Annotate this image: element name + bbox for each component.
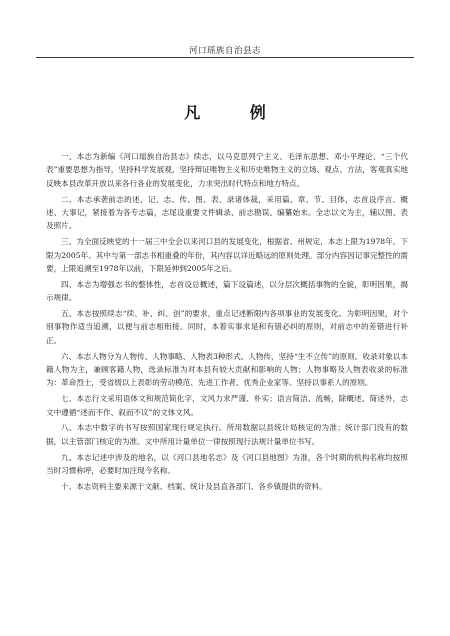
paragraph: 五、本志按照续志“续、补、纠、创”的要求，重点记述断限内各项事业的发展变化。为彰明因果，对个别事物作适当追溯，以便与前志相衔接。同时，本着实事求是和有错必纠的原则，对前志中的差错进行补正。 bbox=[46, 309, 408, 345]
paragraph: 七、本志行文采用语体文和规范简化字，文风力求严谨、朴实；语言简洁、流畅，除概述、简述外，志文中遵循“述而不作、叙而不议”的文体文风。 bbox=[46, 394, 408, 417]
paragraph: 六、本志人物分为人物传、人物事略、人物表3种形式。人物传，坚持“生不立传”的原则。收录对象以本籍人物为主，兼顾客籍人物，选录标准为对本县有较大贡献和影响的人物；人物事略及人物表收录的标准为：革命烈士，受省级以上表彰的劳动模范、先进工作者、优秀企业家等。坚持以事系人的原则。 bbox=[46, 351, 408, 388]
header-rule bbox=[36, 57, 414, 58]
paragraph: 四、本志为增强志书的整体性，志首设总概述，篇下设篇述，以分层次概括事物的全貌，彰明因果，揭示规律。 bbox=[46, 279, 408, 303]
paragraph: 九、本志记述中涉及的地名，以《河口县地名志》及《河口县地图》为准，各个时期的机构名称均按照当时习惯称呼，必要时加注现今名称。 bbox=[46, 452, 408, 476]
paragraph: 十、本志资料主要来源于文献、档案、统计及县直各部门、各乡镇提供的资料。 bbox=[61, 481, 327, 491]
paragraph: 二、本志承袭前志的述、记、志、传、图、表、录诸体裁，采用篇、章、节、目体，志首设序言、概述、大事记，紧接着为各专志篇，志尾设重要文件辑录、前志勘误、编纂始末。全志以文为主，辅以图、表及照片。 bbox=[46, 194, 408, 231]
running-header: 河口瑶族自治县志 bbox=[188, 46, 261, 56]
paragraph: 八、本志中数字的书写按照国家现行规定执行。所用数据以县统计局核定的为准；统计部门没有的数据，以主管部门核定的为准。文中所用计量单位一律按照现行法规计量单位书写。 bbox=[46, 423, 408, 446]
body-text bbox=[46, 150, 408, 496]
paragraph: 三、为全面反映党的十一届三中全会以来河口县的发展变化，根据省、州规定，本志上限为1978年，下限为2005年。其中与第一部志书相重叠的年份，其内容以详近略远的原则处理。部分内容因记事完整性的需要，上限追溯至1978年以前，下限延伸到2005年之后。 bbox=[46, 237, 408, 274]
page-title: 凡 例 bbox=[184, 103, 288, 122]
paragraph: 一、本志为新编《河口瑶族自治县志》续志，以马克思列宁主义、毛泽东思想、邓小平理论、“三个代表”重要思想为指导，坚持科学发展观，坚持辩证唯物主义和历史唯物主义的立场、观点、方法，客观真实地反映本县改革开放以来各行各业的发展变化，力求突出时代特点和地方特点。 bbox=[46, 152, 408, 188]
